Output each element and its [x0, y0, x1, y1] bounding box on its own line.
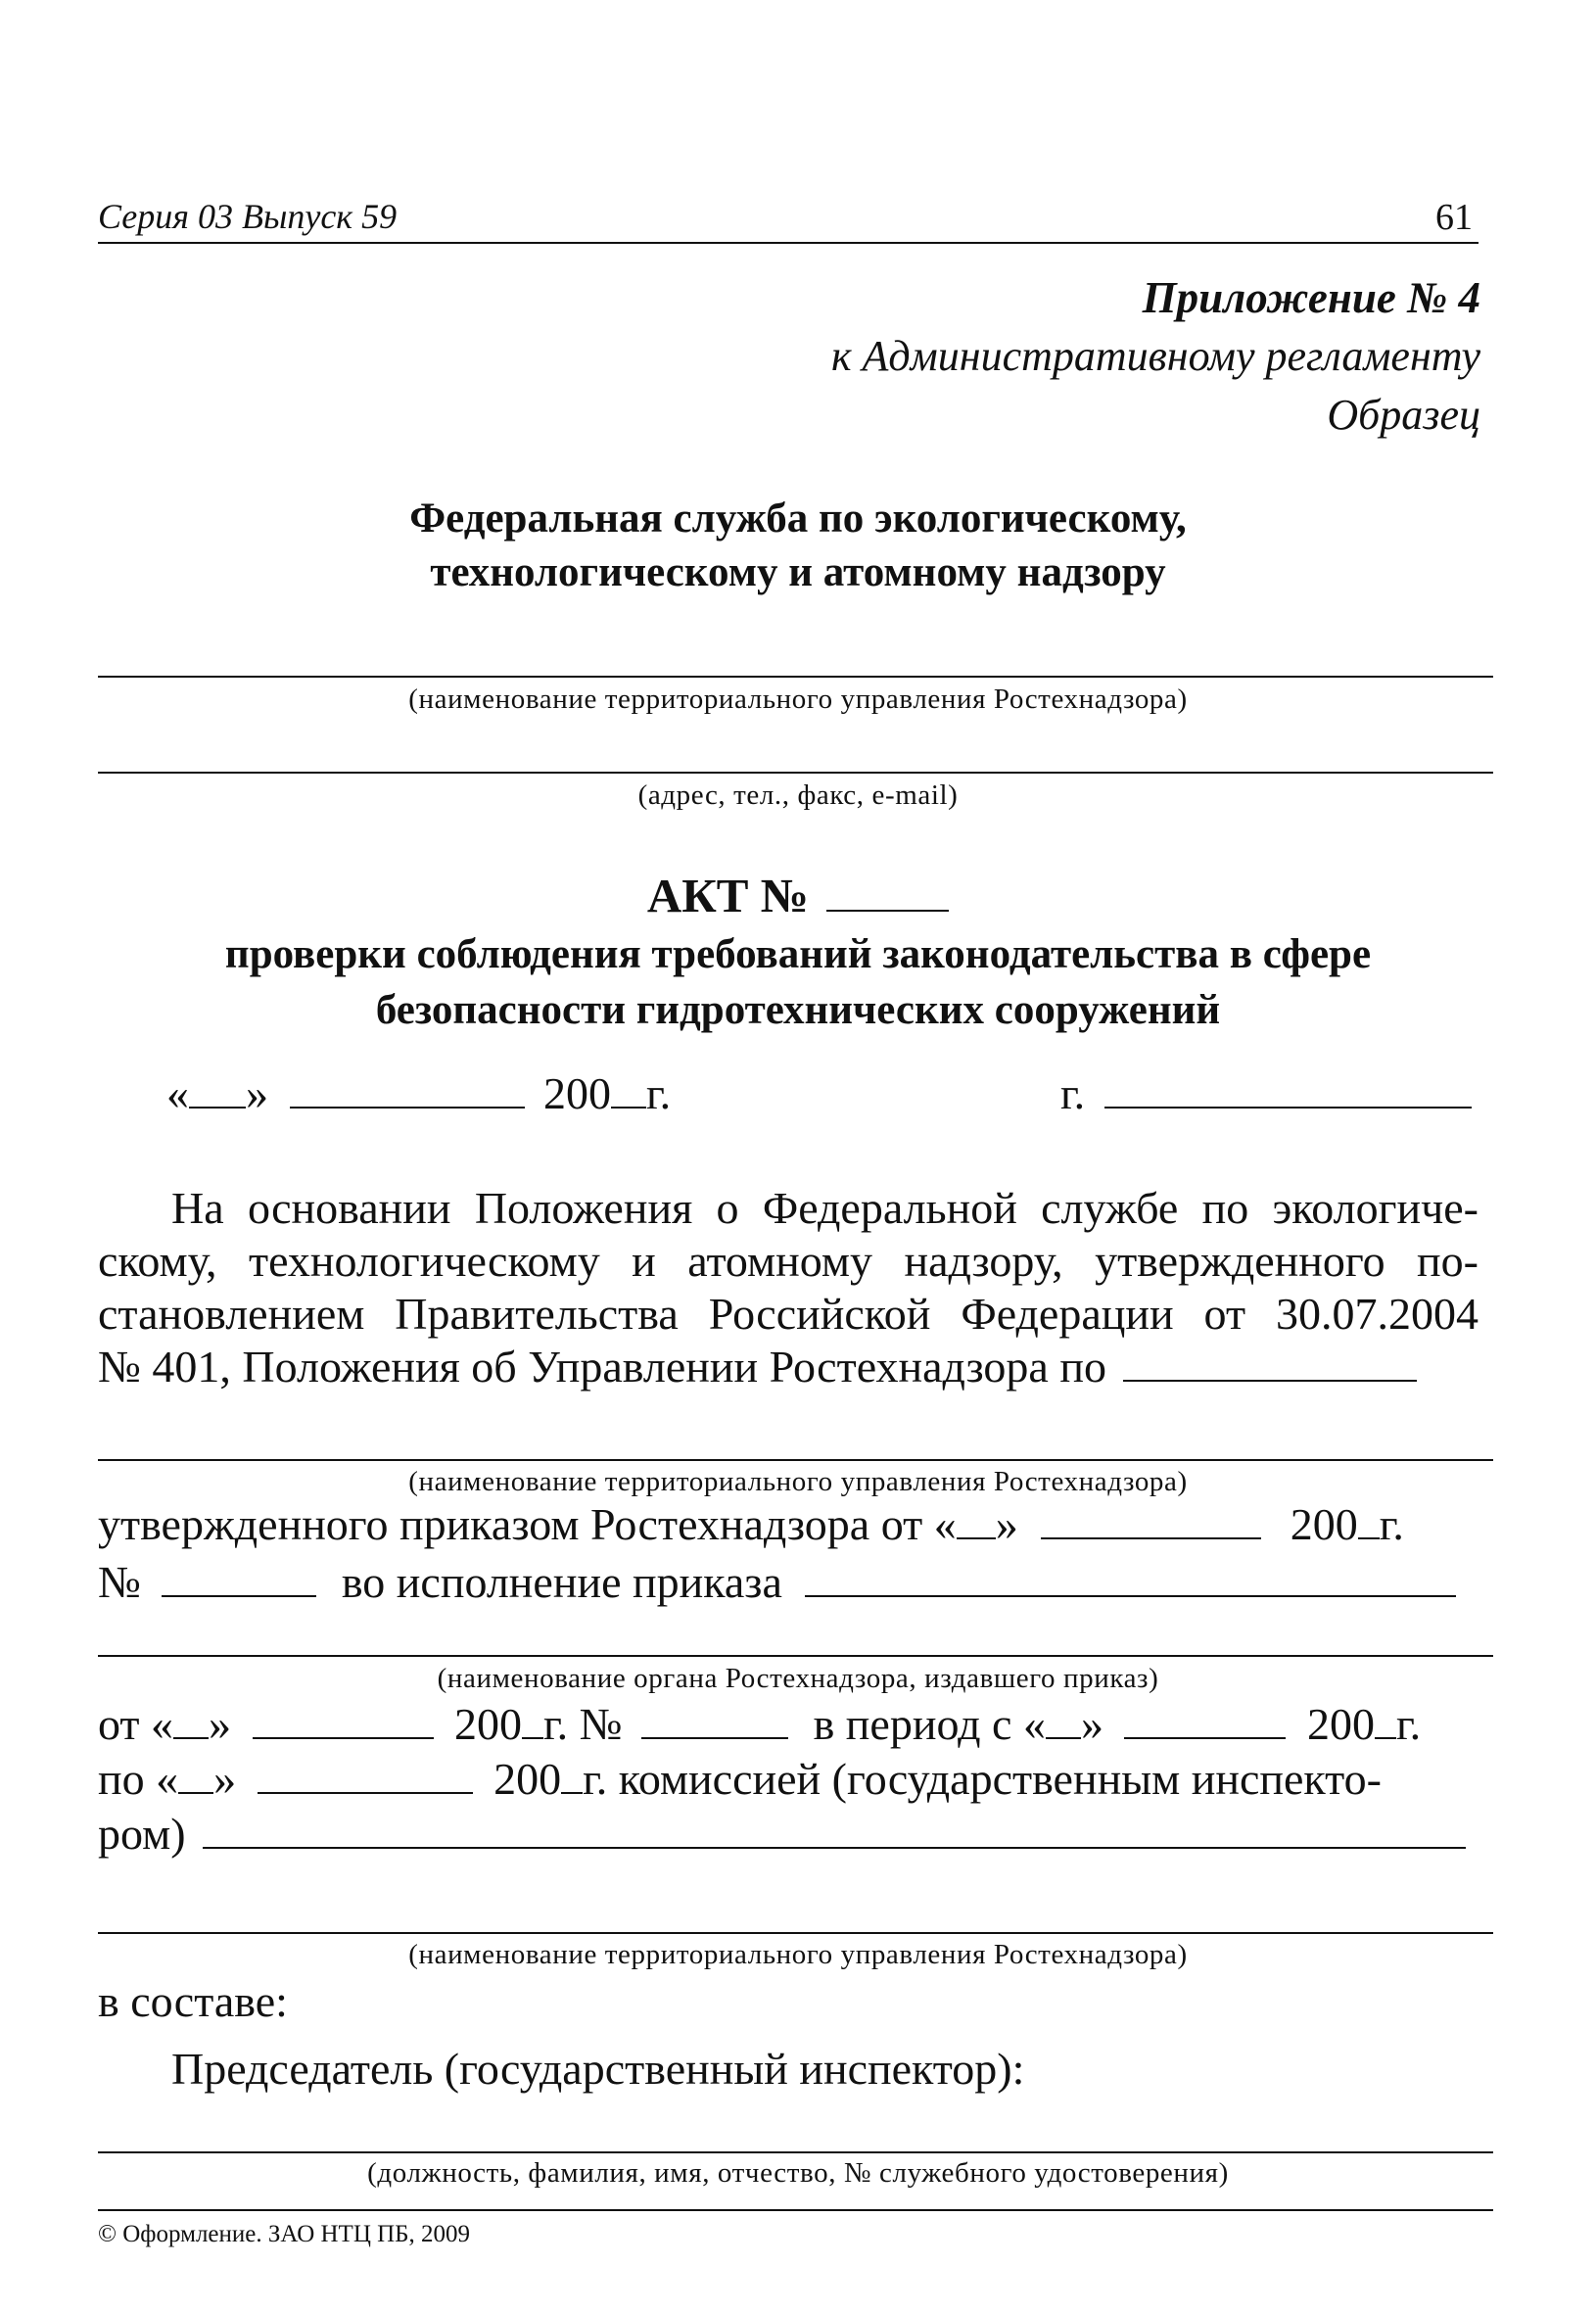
- by-year: 200: [493, 1754, 562, 1804]
- by-month-field: [258, 1753, 473, 1794]
- from-close-quote: »: [209, 1699, 231, 1749]
- by-close-quote: »: [213, 1754, 237, 1804]
- act-subtitle-line-2: безопасности гидротехнических сооружений: [375, 987, 1221, 1033]
- act-number-field: [826, 867, 949, 912]
- from-day-field: [173, 1698, 209, 1739]
- approved-year-suffix: г.: [1379, 1499, 1404, 1549]
- by-prefix: по «: [98, 1754, 179, 1804]
- issuer-caption: (наименование органа Ростехнадзора, издавшего приказ): [437, 1663, 1159, 1694]
- period-year-field: [1375, 1698, 1396, 1739]
- paragraph-line-3: становлением Правительства Российской Федерации от 30.07.2004: [98, 1289, 1479, 1339]
- position-caption: (должность, фамилия, имя, отчество, № служебного удостоверения): [367, 2157, 1229, 2189]
- region-field: [1123, 1341, 1417, 1382]
- footer-rule: [98, 2209, 1493, 2211]
- position-field-line: [98, 2151, 1493, 2153]
- rom-line: [98, 1808, 1466, 1861]
- order-line: [98, 1556, 1456, 1609]
- rom-text: ром): [98, 1809, 186, 1859]
- paragraph-line-2: скому, технологическому и атомному надзору, утвержденного по-: [98, 1236, 1479, 1286]
- period-day-field: [1046, 1698, 1081, 1739]
- date-year-field: [611, 1067, 646, 1109]
- approved-text: утвержденного приказом Ростехнадзора от «: [98, 1499, 957, 1549]
- city-field: [1104, 1067, 1472, 1109]
- approved-close-quote: »: [995, 1499, 1018, 1549]
- approved-year: 200: [1290, 1499, 1358, 1549]
- date-day-field: [189, 1067, 246, 1109]
- territorial-field-line-3: [98, 1932, 1493, 1934]
- commission-field: [203, 1808, 1466, 1849]
- running-header-series: Серия 03 Выпуск 59: [98, 197, 398, 236]
- from-month-field: [253, 1698, 434, 1739]
- territorial-caption-2: (наименование территориального управления Ростехнадзора): [408, 1466, 1188, 1497]
- agency-name-line-2: технологическому и атомному надзору: [430, 549, 1166, 595]
- date-open-quote: «: [166, 1068, 189, 1118]
- by-year-field: [561, 1753, 583, 1794]
- territorial-field-line-2: [98, 1459, 1493, 1461]
- from-number-field: [641, 1698, 788, 1739]
- order-number-field: [162, 1556, 316, 1597]
- period-prefix: в период с «: [813, 1699, 1046, 1749]
- order-number-sign: №: [98, 1557, 141, 1607]
- chairman-label: Председатель (государственный инспектор):: [171, 2044, 1025, 2094]
- by-text: г. комиссией (государственным инспекто-: [583, 1754, 1382, 1804]
- address-field-line: [98, 772, 1493, 774]
- paragraph-line-4: [98, 1341, 1417, 1393]
- from-year-no: г. №: [543, 1699, 623, 1749]
- from-year-field: [522, 1698, 543, 1739]
- paragraph-line-1: На основании Положения о Федеральной службе по экологиче-: [171, 1183, 1479, 1233]
- header-rule: [98, 242, 1479, 244]
- paragraph-line-4-text: № 401, Положения об Управлении Ростехнадзора по: [98, 1342, 1106, 1392]
- from-line: [98, 1698, 1421, 1751]
- by-line: [98, 1753, 1382, 1806]
- period-year: 200: [1306, 1699, 1375, 1749]
- copyright-footer: © Оформление. ЗАО НТЦ ПБ, 2009: [98, 2221, 471, 2247]
- page-number: 61: [1435, 197, 1473, 238]
- issuer-field-line: [98, 1655, 1493, 1657]
- territorial-field-line: [98, 676, 1493, 678]
- period-year-suffix: г.: [1395, 1699, 1422, 1749]
- territorial-caption: (наименование территориального управления Ростехнадзора): [408, 684, 1188, 715]
- date-close-quote: »: [246, 1068, 268, 1118]
- city-prefix: г.: [1060, 1068, 1086, 1118]
- date-year-suffix: г.: [646, 1068, 672, 1118]
- composition-label: в составе:: [98, 1976, 288, 2026]
- from-year: 200: [454, 1699, 522, 1749]
- territorial-caption-3: (наименование территориального управления Ростехнадзора): [408, 1939, 1188, 1970]
- approved-day-field: [957, 1498, 996, 1539]
- act-subtitle-line-1: проверки соблюдения требований законодательства в сфере: [224, 931, 1372, 977]
- approved-month-field: [1041, 1498, 1261, 1539]
- approved-line: [98, 1498, 1404, 1551]
- appendix-sample: Образец: [1327, 391, 1480, 439]
- date-line: [166, 1067, 671, 1119]
- order-field: [805, 1556, 1456, 1597]
- date-year: 200: [543, 1068, 611, 1118]
- appendix-reference: к Административному регламенту: [830, 332, 1480, 380]
- act-title: [0, 867, 1596, 923]
- by-day-field: [178, 1753, 213, 1794]
- agency-name-line-1: Федеральная служба по экологическому,: [409, 495, 1187, 542]
- address-caption: (адрес, тел., факс, e-mail): [637, 779, 959, 811]
- approved-year-field: [1358, 1498, 1380, 1539]
- period-close-quote: »: [1080, 1699, 1103, 1749]
- act-title-label: АКТ №: [646, 869, 809, 922]
- period-month-field: [1124, 1698, 1286, 1739]
- city-line: [1060, 1067, 1472, 1119]
- from-prefix: от «: [98, 1699, 173, 1749]
- order-text: во исполнение приказа: [341, 1557, 782, 1607]
- appendix-number: Приложение № 4: [1142, 273, 1480, 322]
- date-month-field: [290, 1067, 525, 1109]
